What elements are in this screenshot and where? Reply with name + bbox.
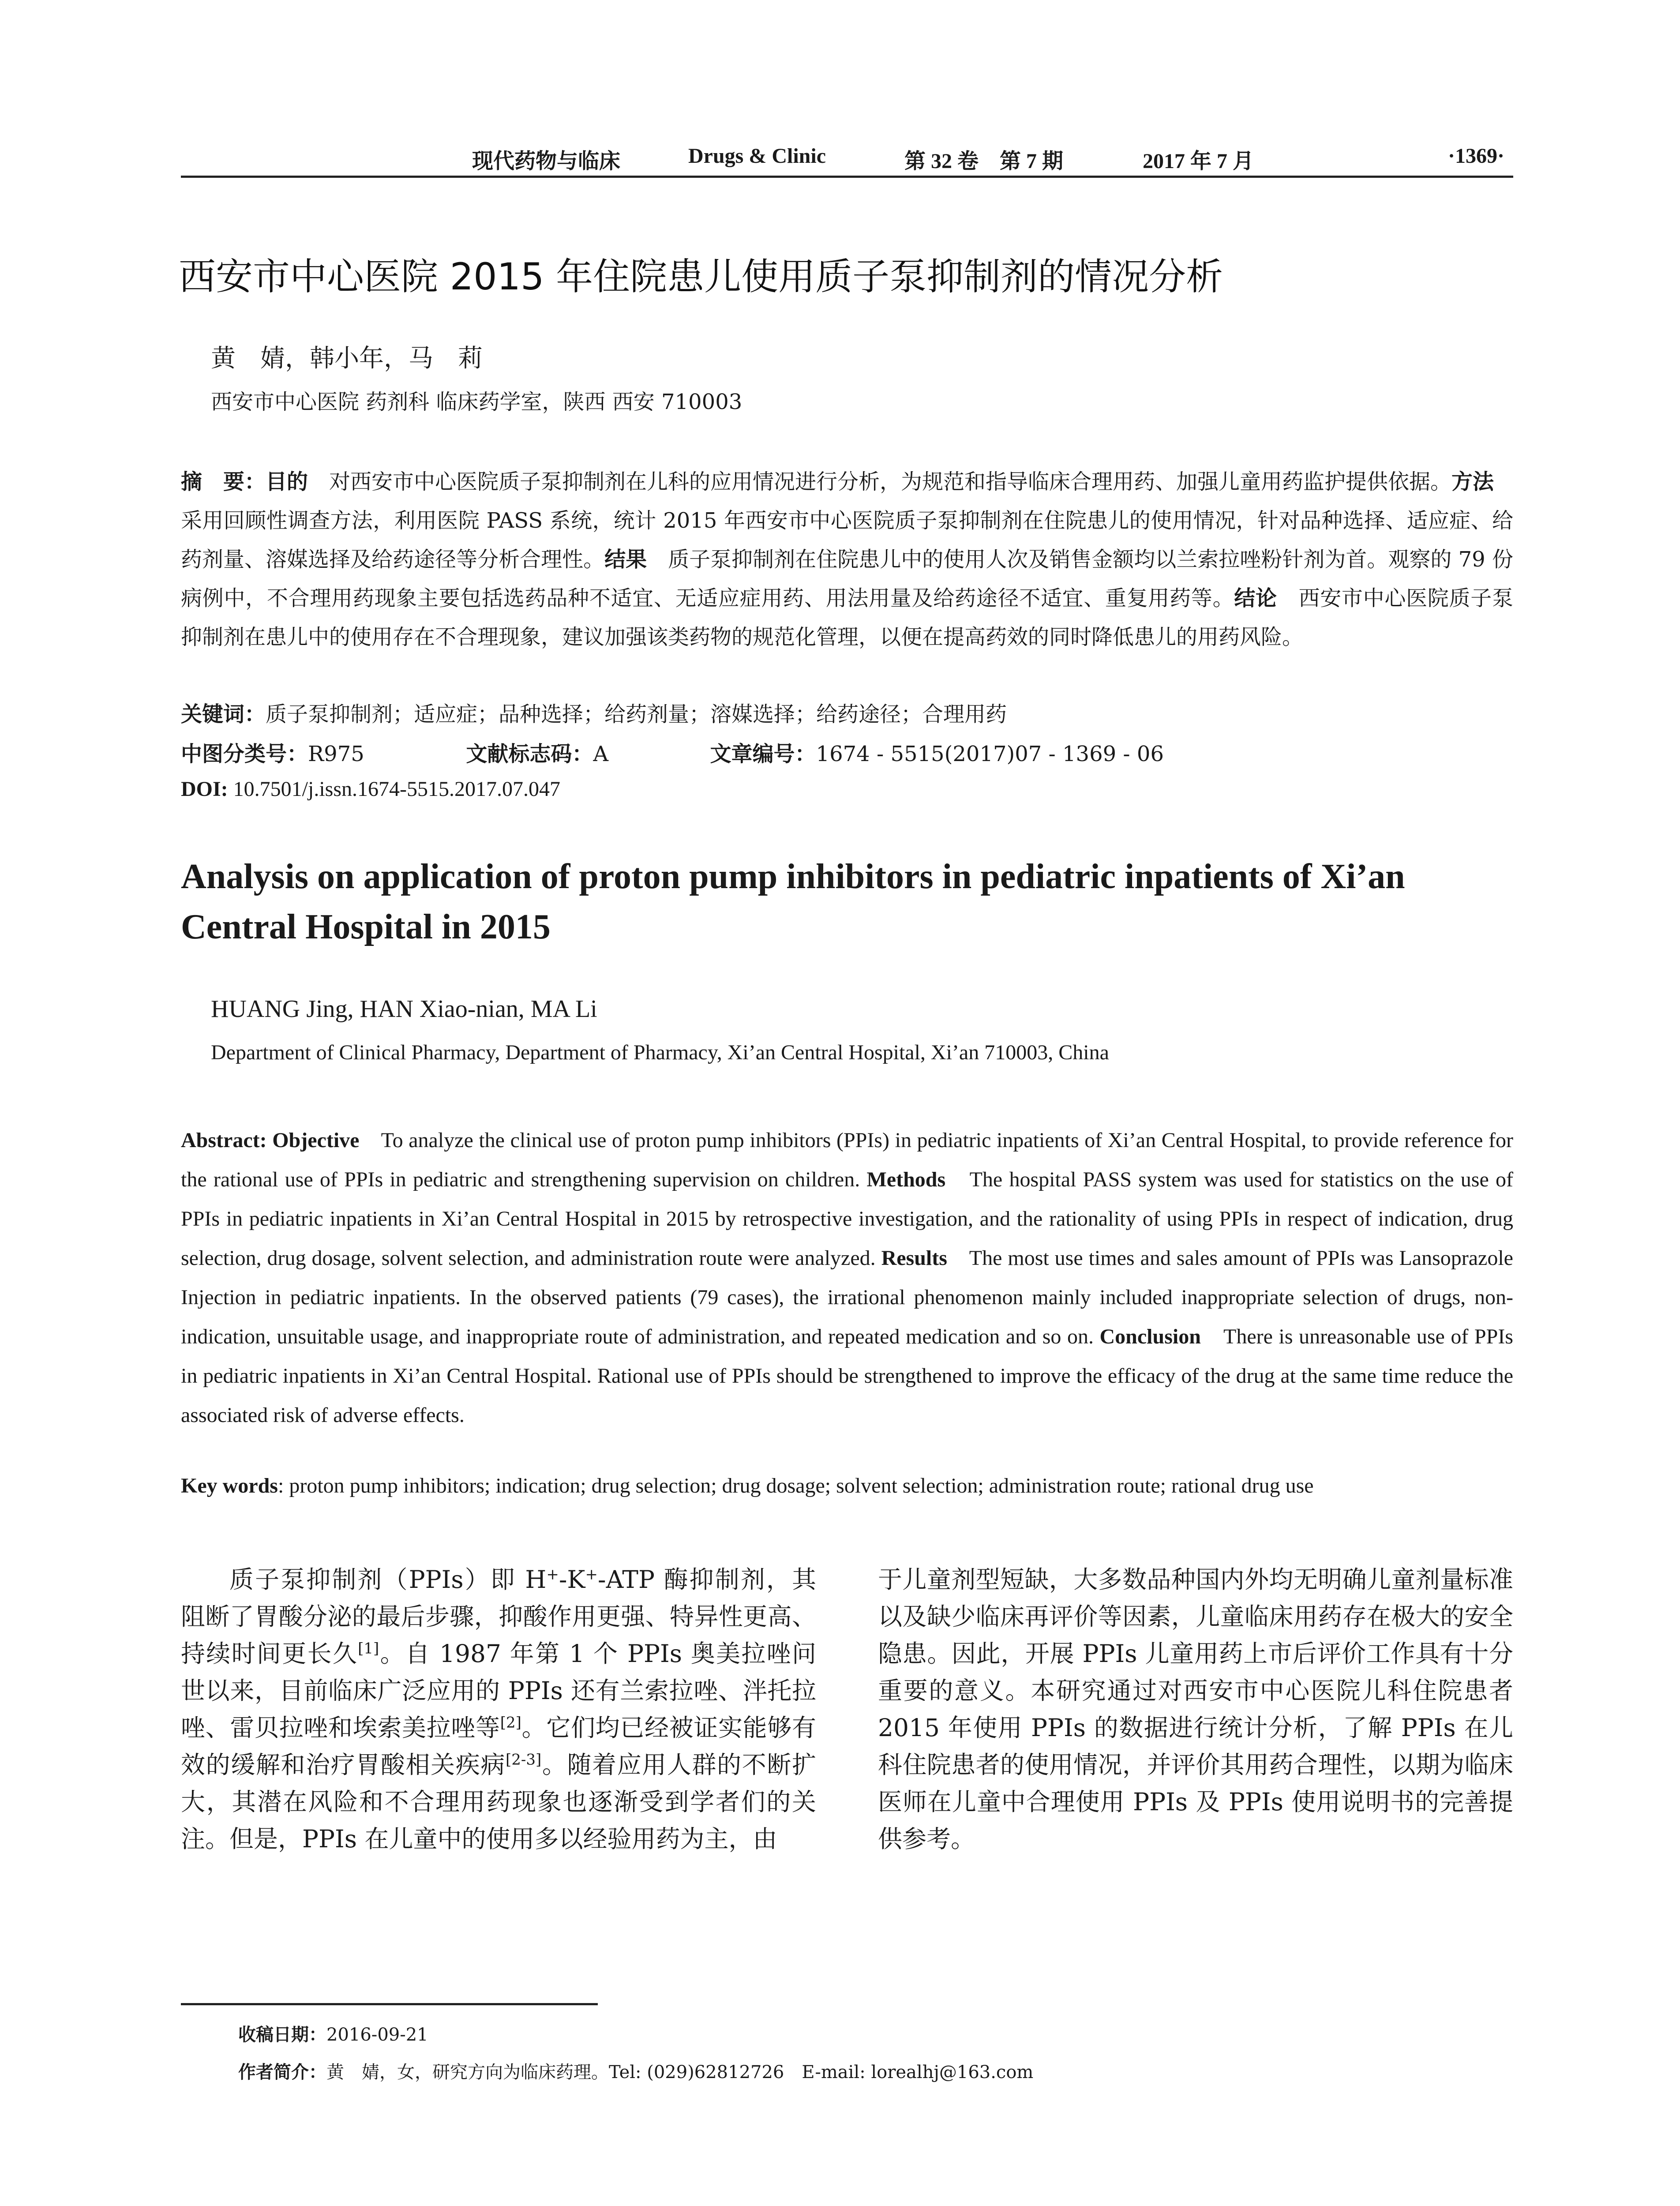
author-bio: 黄 婧，女，研究方向为临床药理。Tel: (029)62812726 E-mail: lorealhj@163.com <box>326 2062 1034 2082</box>
abstract-en-results-label: Results <box>881 1246 947 1270</box>
received-date: 2016-09-21 <box>326 2025 428 2045</box>
body-column-right <box>878 1561 1513 1857</box>
citation-ref: [2] <box>500 1714 521 1732</box>
keywords-cn-label: 关键词： <box>181 702 266 727</box>
article-no-label: 文章编号： <box>710 742 816 766</box>
footnote-received <box>238 2021 428 2046</box>
abstract-cn-objective: 对西安市中心医院质子泵抑制剂在儿科的应用情况进行分析，为规范和指导临床合理用药、加强儿童用药监护提供依据。 <box>308 469 1452 494</box>
intro-paragraph-1-continued: 于儿童剂型短缺，大多数品种国内外均无明确儿童剂量标准以及缺少临床再评价等因素，儿童临床用药存在极大的安全隐患。因此，开展 PPIs 儿童用药上市后评价工作具有十分重要的意义。本研究通过对西安市中心医院儿科住院患者 2015 年使用 PPIs 的数据进行统计分析，了解 PPIs 在儿科住院患者的使用情况，并评价其用药合理性，以期为临床医师在儿童中合理使用 PPIs 及 PPIs 使用说明书的完善提供参考。 <box>878 1565 1513 1853</box>
keywords-cn-text: 质子泵抑制剂；适应症；品种选择；给药剂量；溶媒选择；给药途径；合理用药 <box>266 702 1007 727</box>
article-no-value: 1674 - 5515(2017)07 - 1369 - 06 <box>816 742 1164 766</box>
doi-line <box>181 777 560 801</box>
doi-label: DOI: <box>181 777 228 801</box>
article-title-cn: 西安市中心医院 2015 年住院患儿使用质子泵抑制剂的情况分析 <box>179 255 1223 298</box>
footnote-divider <box>181 2003 598 2005</box>
keywords-en-text: : proton pump inhibitors; indication; drug selection; drug dosage; solvent selection; administration route; rational drug use <box>278 1474 1314 1497</box>
body-column-left <box>181 1561 816 1857</box>
article-title-en: Analysis on application of proton pump inhibitors in pediatric inpatients of Xi’an Central Hospital in 2015 <box>181 857 1405 946</box>
doc-code-value: A <box>593 742 608 766</box>
keywords-en <box>181 1474 1513 1498</box>
abstract-en-results: The most use times and sales amount of PPIs was Lansoprazole Injection in pediatric inpatients. In the observed patients (79 cases), the irrational phenomenon mainly included inappropriate selection of drugs, non-indication, unsuitable usage, and inappropriate route of administration, and repeated medication and so on. <box>181 1246 1513 1348</box>
abstract-en-label: Abstract: <box>181 1129 267 1152</box>
abstract-en-conclusion-label: Conclusion <box>1099 1325 1201 1348</box>
received-label: 收稿日期： <box>238 2025 326 2045</box>
intro-text-f: 。随着应用人群的不断扩大，其潜在风险和不合理用药现象也逐渐受到学者们的关注。但是，PPIs 在儿童中的使用多以经验用药为主，由 <box>181 1751 816 1853</box>
abstract-cn-objective-label: 目的 <box>266 469 308 494</box>
abstract-cn-methods: 采用回顾性调查方法，利用医院 PASS 系统，统计 2015 年西安市中心医院质子泵抑制剂在住院患儿的使用情况，针对品种选择、适应症、给药剂量、溶媒选择及给药途径等分析合理性。 <box>181 469 1515 572</box>
abstract-cn <box>181 462 1513 657</box>
abstract-cn-results-label: 结果 <box>604 547 647 572</box>
keywords-cn <box>181 697 1007 728</box>
abstract-cn-results: 质子泵抑制剂在住院患儿中的使用人次及销售金额均以兰索拉唑粉针剂为首。观察的 79 份病例中，不合理用药现象主要包括选药品种不适宜、无适应症用药、用法用量及给药途径不适宜、重复用药等。 <box>181 547 1513 611</box>
abstract-en <box>181 1121 1513 1435</box>
intro-text-d: 。自 1987 年第 1 个 PPIs 奥美拉唑问世以来，目前临床广泛应用的 PPIs 还有兰索拉唑、泮托拉唑、雷贝拉唑和埃索美拉唑等 <box>181 1639 816 1742</box>
intro-text-b: -K <box>559 1565 585 1594</box>
abstract-en-methods-label: Methods <box>866 1168 946 1191</box>
clc-value: R975 <box>308 742 364 766</box>
volume-issue: 第 32 卷 第 7 期 <box>904 150 1064 173</box>
journal-name-en: Drugs & Clinic <box>688 144 826 168</box>
abstract-en-conclusion: There is unreasonable use of PPIs in pediatric inpatients in Xi’an Central Hospital. Rational use of PPIs should be strengthened to improve the efficacy of the drug at the same time reduce the associated risk of adverse effects. <box>181 1325 1513 1427</box>
journal-name-cn: 现代药物与临床 <box>472 150 621 173</box>
page-number: ·1369· <box>1448 144 1504 168</box>
authors-cn: 黄 婧，韩小年，马 莉 <box>211 344 483 373</box>
intro-paragraph-1 <box>181 1561 816 1857</box>
affiliation-en: Department of Clinical Pharmacy, Department of Pharmacy, Xi’an Central Hospital, Xi’an 710003, China <box>211 1041 1109 1064</box>
affiliation-cn: 西安市中心医院 药剂科 临床药学室，陕西 西安 710003 <box>211 390 742 414</box>
keywords-en-label: Key words <box>181 1474 278 1497</box>
classification-line <box>181 737 1164 767</box>
citation-ref: [2-3] <box>505 1751 542 1769</box>
superscript-plus: + <box>585 1565 598 1583</box>
authors-en: HUANG Jing, HAN Xiao-nian, MA Li <box>211 995 597 1023</box>
issue-date: 2017 年 7 月 <box>1143 150 1254 173</box>
intro-text-e: 。它们均已经被证实能够有效的缓解和治疗胃酸相关疾病 <box>181 1714 816 1779</box>
footnote-author <box>238 2058 1033 2083</box>
doi-value: 10.7501/j.issn.1674-5515.2017.07.047 <box>228 777 561 801</box>
abstract-cn-label: 摘 要： <box>181 469 266 494</box>
clc-label: 中图分类号： <box>181 742 308 766</box>
abstract-cn-methods-label: 方法 <box>1451 469 1494 494</box>
intro-text-a: 质子泵抑制剂（PPIs）即 H <box>229 1565 547 1594</box>
abstract-en-objective-label: Objective <box>272 1129 360 1152</box>
running-header <box>181 140 1513 178</box>
abstract-en-methods: The hospital PASS system was used for statistics on the use of PPIs in pediatric inpatients in Xi’an Central Hospital in 2015 by retrospective investigation, and the rationality of using PPIs in respect of indication, drug selection, drug dosage, solvent selection, and administration route were analyzed. <box>181 1168 1513 1270</box>
abstract-cn-conclusion-label: 结论 <box>1234 586 1277 611</box>
doc-code-label: 文献标志码： <box>466 742 593 766</box>
intro-text-c: -ATP 酶抑制剂，其阻断了胃酸分泌的最后步骤，抑酸作用更强、特异性更高、持续时间更长久 <box>181 1565 816 1668</box>
abstract-en-objective: To analyze the clinical use of proton pump inhibitors (PPIs) in pediatric inpatients of Xi’an Central Hospital, to provide reference for the rational use of PPIs in pediatric and strengthening supervision on children. <box>181 1129 1513 1191</box>
superscript-plus: + <box>546 1565 559 1583</box>
abstract-cn-conclusion: 西安市中心医院质子泵抑制剂在患儿中的使用存在不合理现象，建议加强该类药物的规范化管理，以便在提高药效的同时降低患儿的用药风险。 <box>181 586 1513 649</box>
author-bio-label: 作者简介： <box>238 2062 326 2082</box>
citation-ref: [1] <box>358 1639 379 1658</box>
